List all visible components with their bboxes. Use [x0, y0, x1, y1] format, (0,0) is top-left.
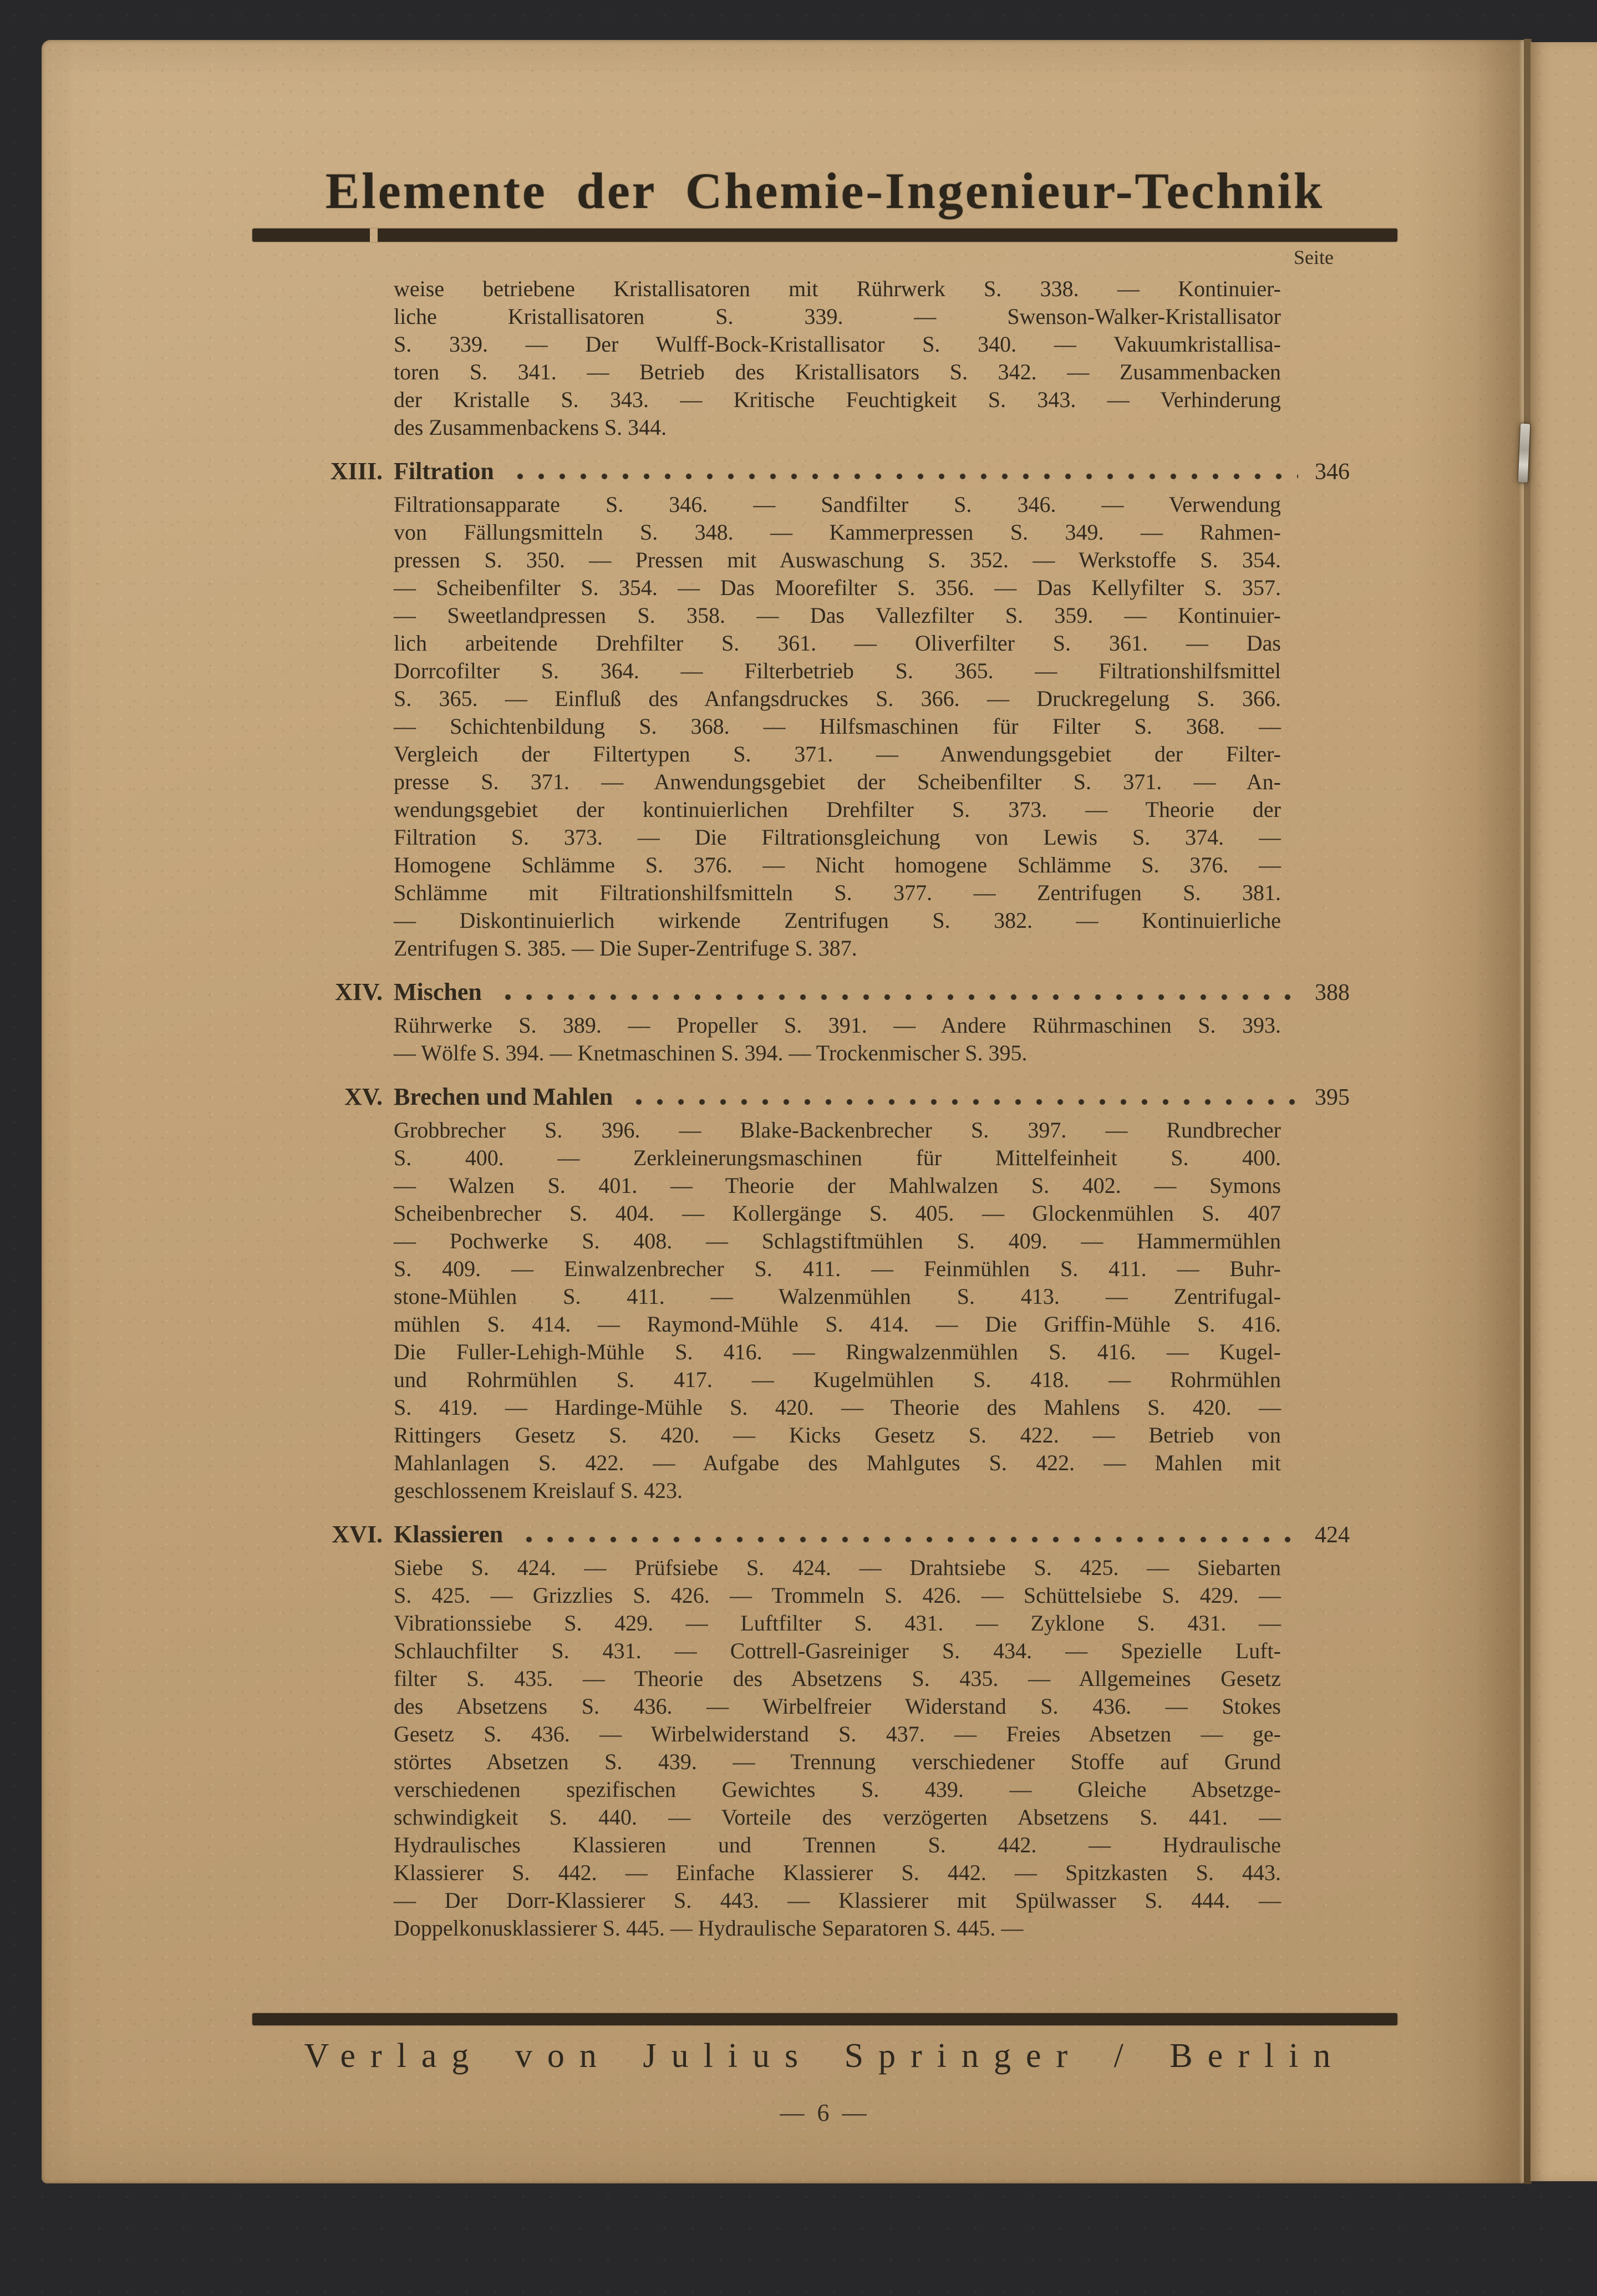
chapter-entries	[394, 1116, 1281, 1505]
chapter-entries	[394, 491, 1281, 962]
fold-crease-shading	[1410, 40, 1526, 2183]
toc-line: Rittingers Gesetz S. 420. — Kicks Gesetz S. 422. — Betrieb von	[394, 1423, 1281, 1447]
toc-line: Hydraulisches Klassieren und Trennen S. 442. — Hydraulische	[394, 1832, 1281, 1857]
toc-line: Mahlanlagen S. 422. — Aufgabe des Mahlgutes S. 422. — Mahlen mit	[394, 1450, 1281, 1475]
toc-line: Zentrifugen S. 385. — Die Super-Zentrifuge S. 387.	[394, 936, 857, 961]
chapter-title: Klassieren	[394, 1521, 503, 1548]
page-number: — 6 —	[780, 2099, 870, 2126]
toc-content	[252, 40, 1397, 1942]
toc-line: Schlämme mit Filtrationshilfsmitteln S. 377. — Zentrifugen S. 381.	[394, 880, 1281, 905]
toc-line: Klassierer S. 442. — Einfache Klassierer S. 442. — Spitzkasten S. 443.	[394, 1860, 1281, 1885]
toc-line: Homogene Schlämme S. 376. — Nicht homogene Schlämme S. 376. —	[394, 852, 1281, 877]
toc-line: und Rohrmühlen S. 417. — Kugelmühlen S. 418. — Rohrmühlen	[394, 1367, 1281, 1392]
dot-leader	[510, 457, 1298, 486]
footer-rule	[252, 2013, 1397, 2025]
chapter-numeral: XV.	[344, 1083, 383, 1110]
toc-line: störtes Absetzen S. 439. — Trennung verschiedener Stoffe auf Grund	[394, 1749, 1281, 1774]
toc-line: S. 339. — Der Wulff-Bock-Kristallisator S. 340. — Vakuumkristallisa-	[394, 332, 1281, 357]
toc-line: stone-Mühlen S. 411. — Walzenmühlen S. 413. — Zentrifugal-	[394, 1284, 1281, 1309]
chapter-page-number: 424	[1315, 1522, 1350, 1548]
dot-leader	[628, 1083, 1298, 1112]
toc-line: Schlauchfilter S. 431. — Cottrell-Gasreiniger S. 434. — Spezielle Luft-	[394, 1638, 1281, 1663]
toc-line: — Schichtenbildung S. 368. — Hilfsmaschinen für Filter S. 368. —	[394, 714, 1281, 739]
chapter-title: Filtration	[394, 458, 494, 485]
chapter-entries	[394, 1012, 1281, 1067]
page-column-label: Seite	[1294, 246, 1334, 268]
toc-line: des Zusammenbackens S. 344.	[394, 415, 667, 440]
toc-line: weise betriebene Kristallisatoren mit Rührwerk S. 338. — Kontinuier-	[394, 276, 1281, 301]
toc-line: schwindigkeit S. 440. — Vorteile des verzögerten Absetzens S. 441. —	[394, 1805, 1281, 1830]
chapter-heading	[252, 1083, 1397, 1112]
next-page-edge	[1530, 42, 1597, 2181]
publisher-line: Verlag von Julius Springer / Berlin	[304, 2037, 1346, 2075]
toc-line: geschlossenem Kreislauf S. 423.	[394, 1478, 683, 1503]
toc-line: wendungsgebiet der kontinuierlichen Drehfilter S. 373. — Theorie der	[394, 797, 1281, 822]
toc-line: Grobbrecher S. 396. — Blake-Backenbrecher S. 397. — Rundbrecher	[394, 1117, 1281, 1142]
toc-line: Filtration S. 373. — Die Filtrationsgleichung von Lewis S. 374. —	[394, 825, 1281, 850]
chapter-heading	[252, 457, 1397, 486]
toc-line: presse S. 371. — Anwendungsgebiet der Scheibenfilter S. 371. — An-	[394, 769, 1281, 794]
intro-paragraph	[394, 275, 1281, 441]
toc-chapter-klassieren	[252, 1520, 1397, 1942]
toc-line: Rührwerke S. 389. — Propeller S. 391. — Andere Rührmaschinen S. 393.	[394, 1013, 1281, 1038]
title-rule	[252, 228, 1397, 242]
toc-chapter-mischen	[252, 978, 1397, 1067]
dot-leader	[497, 978, 1298, 1007]
chapter-numeral: XIII.	[330, 458, 383, 485]
chapter-page-number: 395	[1315, 1085, 1350, 1110]
toc-line: S. 409. — Einwalzenbrecher S. 411. — Feinmühlen S. 411. — Buhr-	[394, 1256, 1281, 1281]
toc-line: liche Kristallisatoren S. 339. — Swenson-Walker-Kristallisator	[394, 304, 1281, 329]
toc-line: toren S. 341. — Betrieb des Kristallisators S. 342. — Zusammenbacken	[394, 359, 1281, 384]
toc-line: Dorrcofilter S. 364. — Filterbetrieb S. 365. — Filtrationshilfsmittel	[394, 658, 1281, 683]
toc-line: Gesetz S. 436. — Wirbelwiderstand S. 437. — Freies Absetzen — ge-	[394, 1721, 1281, 1746]
toc-line: des Absetzens S. 436. — Wirbelfreier Widerstand S. 436. — Stokes	[394, 1694, 1281, 1719]
toc-line: S. 425. — Grizzlies S. 426. — Trommeln S. 426. — Schüttelsiebe S. 429. —	[394, 1583, 1281, 1608]
toc-line: — Pochwerke S. 408. — Schlagstiftmühlen S. 409. — Hammermühlen	[394, 1228, 1281, 1253]
chapter-title: Mischen	[394, 978, 482, 1005]
chapter-numeral: XIV.	[334, 978, 383, 1005]
toc-line: — Wölfe S. 394. — Knetmaschinen S. 394. — Trockenmischer S. 395.	[394, 1040, 1028, 1065]
chapter-page-number: 346	[1315, 459, 1350, 485]
toc-line: — Diskontinuierlich wirkende Zentrifugen S. 382. — Kontinuierliche	[394, 908, 1281, 933]
toc-line: S. 419. — Hardinge-Mühle S. 420. — Theorie des Mahlens S. 420. —	[394, 1395, 1281, 1420]
toc-line: — Sweetlandpressen S. 358. — Das Vallezfilter S. 359. — Kontinuier-	[394, 603, 1281, 628]
toc-line: der Kristalle S. 343. — Kritische Feuchtigkeit S. 343. — Verhinderung	[394, 387, 1281, 412]
toc-line: S. 365. — Einfluß des Anfangsdruckes S. 366. — Druckregelung S. 366.	[394, 686, 1281, 711]
toc-line: — Der Dorr-Klassierer S. 443. — Klassierer mit Spülwasser S. 444. —	[394, 1888, 1281, 1913]
toc-line: pressen S. 350. — Pressen mit Auswaschung S. 352. — Werkstoffe S. 354.	[394, 547, 1281, 572]
toc-line: Scheibenbrecher S. 404. — Kollergänge S. 405. — Glockenmühlen S. 407	[394, 1201, 1281, 1226]
toc-line: mühlen S. 414. — Raymond-Mühle S. 414. — Die Griffin-Mühle S. 416.	[394, 1312, 1281, 1337]
scanned-page	[42, 40, 1526, 2183]
toc-line: Siebe S. 424. — Prüfsiebe S. 424. — Drahtsiebe S. 425. — Siebarten	[394, 1555, 1281, 1580]
toc-line: — Scheibenfilter S. 354. — Das Moorefilter S. 356. — Das Kellyfilter S. 357.	[394, 575, 1281, 600]
chapter-page-number: 388	[1315, 980, 1350, 1005]
toc-line: S. 400. — Zerkleinerungsmaschinen für Mittelfeinheit S. 400.	[394, 1145, 1281, 1170]
toc-line: Vergleich der Filtertypen S. 371. — Anwendungsgebiet der Filter-	[394, 741, 1281, 766]
toc-line: — Walzen S. 401. — Theorie der Mahlwalzen S. 402. — Symons	[394, 1173, 1281, 1198]
chapter-title: Brechen und Mahlen	[394, 1083, 613, 1110]
dot-leader	[518, 1520, 1298, 1550]
chapter-heading	[252, 1520, 1397, 1550]
toc-line: Filtrationsapparate S. 346. — Sandfilter S. 346. — Verwendung	[394, 492, 1281, 517]
chapter-heading	[252, 978, 1397, 1007]
toc-line: filter S. 435. — Theorie des Absetzens S. 435. — Allgemeines Gesetz	[394, 1666, 1281, 1691]
toc-chapter-filtration	[252, 457, 1397, 962]
toc-line: lich arbeitende Drehfilter S. 361. — Oliverfilter S. 361. — Das	[394, 631, 1281, 656]
chapter-numeral: XVI.	[332, 1521, 383, 1548]
toc-line: Die Fuller-Lehigh-Mühle S. 416. — Ringwalzenmühlen S. 416. — Kugel-	[394, 1339, 1281, 1364]
page-title: Elemente der Chemie-Ingenieur-Technik	[325, 162, 1325, 219]
toc-line: Vibrationssiebe S. 429. — Luftfilter S. 431. — Zyklone S. 431. —	[394, 1611, 1281, 1635]
toc-line: verschiedenen spezifischen Gewichtes S. 439. — Gleiche Absetzge-	[394, 1777, 1281, 1802]
chapter-entries	[394, 1554, 1281, 1942]
toc-line: von Fällungsmitteln S. 348. — Kammerpressen S. 349. — Rahmen-	[394, 520, 1281, 545]
toc-chapter-brechen-und-mahlen	[252, 1083, 1397, 1505]
toc-line: Doppelkonusklassierer S. 445. — Hydraulische Separatoren S. 445. —	[394, 1916, 1024, 1941]
